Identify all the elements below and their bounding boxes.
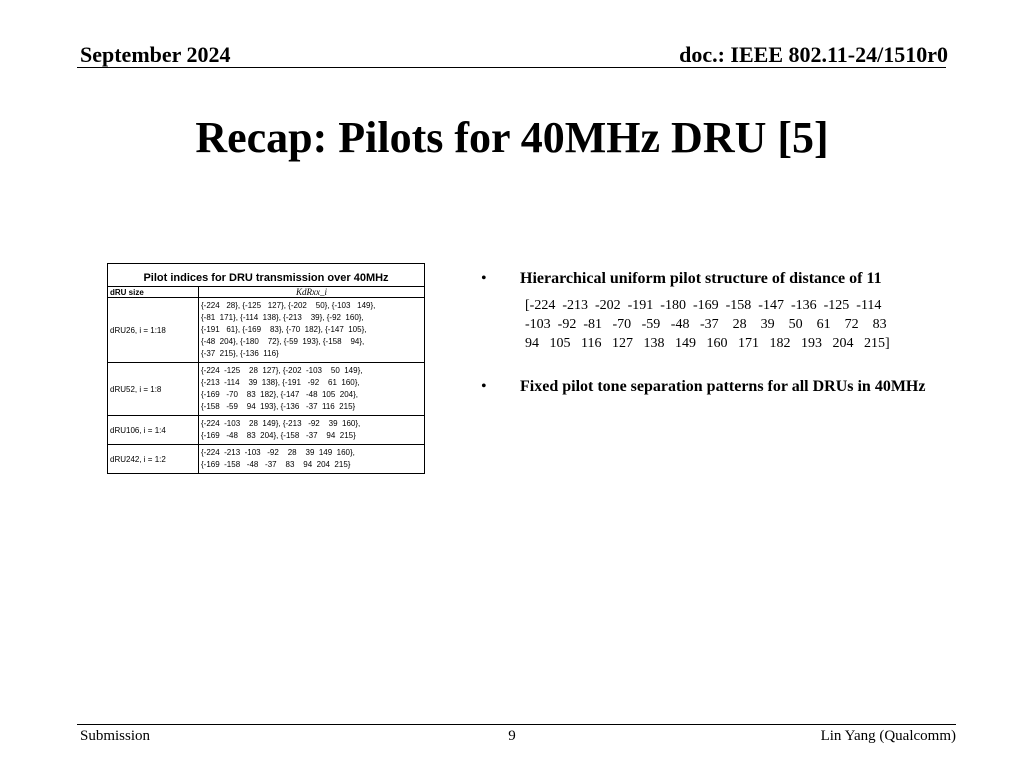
footer-author: Lin Yang (Qualcomm)	[820, 728, 956, 744]
indices-line: {-81 171}, {-114 138}, {-213 39}, {-92 160},	[201, 313, 364, 322]
pilot-indices-cell	[199, 416, 425, 445]
indices-line: {-191 61}, {-169 83}, {-70 182}, {-147 105},	[201, 325, 367, 334]
table-row	[108, 363, 425, 416]
bullet-list	[481, 268, 951, 398]
footer-page-number: 9	[508, 728, 516, 744]
indices-line: {-169 -158 -48 -37 83 94 204 215}	[201, 460, 351, 469]
indices-line: {-224 -125 28 127}, {-202 -103 50 149},	[201, 366, 363, 375]
bullet-item	[481, 268, 951, 290]
dru-size-cell: dRU52, i = 1:8	[108, 363, 199, 416]
dru-size-cell: dRU26, i = 1:18	[108, 298, 199, 363]
bullet-marker: •	[481, 378, 487, 395]
pilot-indices-table	[107, 263, 425, 474]
slide-title: Recap: Pilots for 40MHz DRU [5]	[195, 113, 829, 162]
table-row	[108, 298, 425, 363]
pilot-indices-cell	[199, 445, 425, 474]
pilot-index-list	[525, 296, 951, 353]
indices-line: {-169 -48 83 204}, {-158 -37 94 215}	[201, 431, 356, 440]
bullet-item	[481, 376, 951, 398]
pilot-table-container	[107, 263, 425, 474]
table-row	[108, 445, 425, 474]
indices-line: {-48 204}, {-180 72}, {-59 193}, {-158 94},	[201, 337, 365, 346]
indices-line: {-224 28}, {-125 127}, {-202 50}, {-103 149},	[201, 301, 376, 310]
pilot-index-line: 94 105 116 127 138 149 160 171 182 193 204 215]	[525, 336, 890, 351]
indices-line: {-224 -103 28 149}, {-213 -92 39 160},	[201, 419, 361, 428]
table-row	[108, 416, 425, 445]
pilot-indices-cell	[199, 298, 425, 363]
table-caption-row	[108, 264, 425, 287]
dru-size-cell: dRU106, i = 1:4	[108, 416, 199, 445]
indices-line: {-158 -59 94 193}, {-136 -37 116 215}	[201, 402, 356, 411]
pilot-index-line: -103 -92 -81 -70 -59 -48 -37 28 39 50 61 72 83	[525, 317, 887, 332]
indices-line: {-37 215}, {-136 116}	[201, 349, 279, 358]
table-caption: Pilot indices for DRU transmission over 40MHz	[108, 264, 425, 287]
pilot-indices-cell	[199, 363, 425, 416]
header-date: September 2024	[80, 42, 231, 67]
footer-divider	[77, 724, 956, 725]
header-divider	[77, 67, 946, 68]
indices-line: {-169 -70 83 182}, {-147 -48 105 204},	[201, 390, 359, 399]
column-header-dru-size: dRU size	[108, 287, 199, 298]
indices-line: {-213 -114 39 138}, {-191 -92 61 160},	[201, 378, 360, 387]
indices-line: {-224 -213 -103 -92 28 39 149 160},	[201, 448, 355, 457]
footer-submission: Submission	[80, 728, 151, 744]
bullet-text-hierarchical: Hierarchical uniform pilot structure of distance of 11	[520, 270, 882, 287]
header-doc-id: doc.: IEEE 802.11-24/1510r0	[679, 42, 948, 67]
pilot-index-line: [-224 -213 -202 -191 -180 -169 -158 -147 -136 -125 -114	[525, 298, 882, 313]
column-header-indices: KdRxx_i	[199, 287, 425, 298]
dru-size-cell: dRU242, i = 1:2	[108, 445, 199, 474]
bullet-text-fixed-separation: Fixed pilot tone separation patterns for all DRUs in 40MHz	[520, 378, 926, 395]
bullet-marker: •	[481, 270, 487, 287]
table-header-row	[108, 287, 425, 298]
